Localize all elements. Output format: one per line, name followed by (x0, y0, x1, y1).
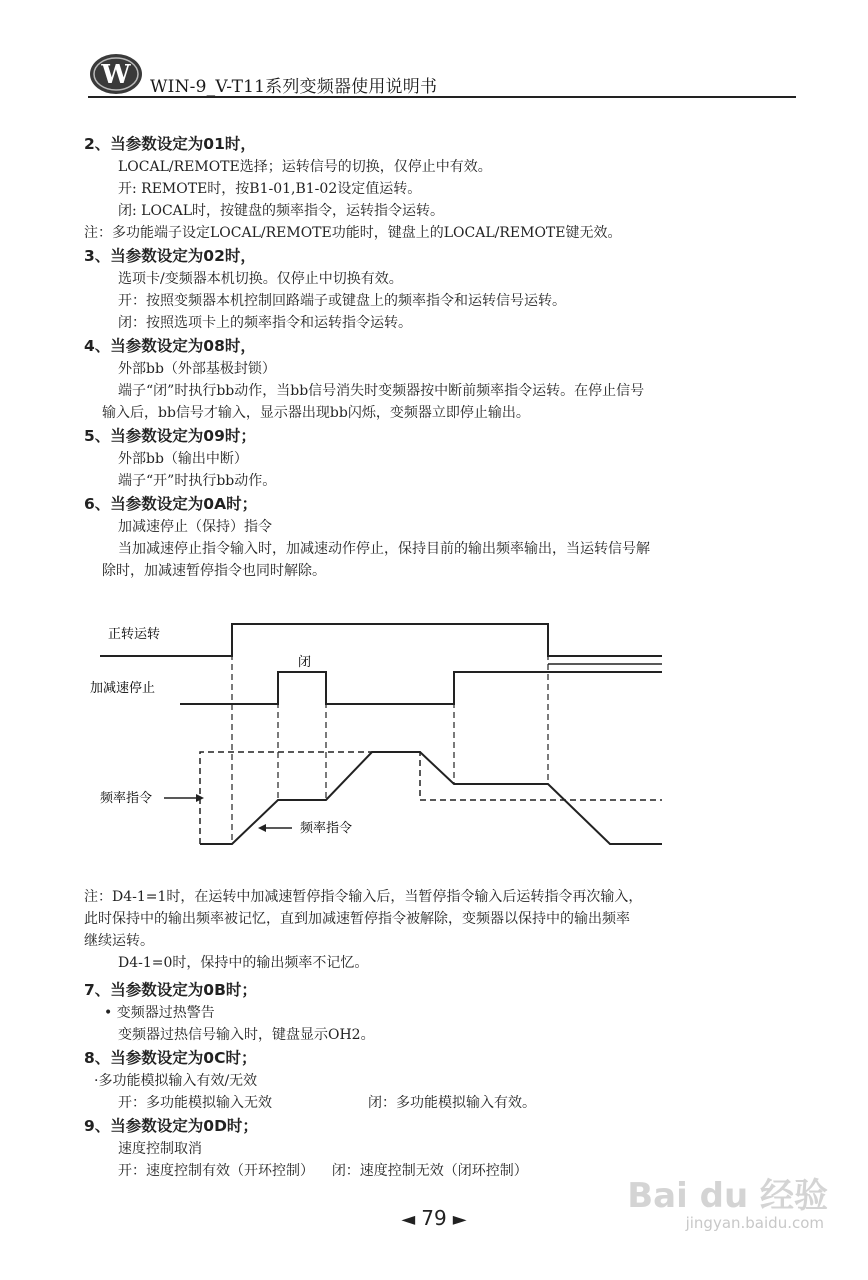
label-closed: 闭 (298, 655, 312, 670)
main-content (84, 132, 794, 582)
arrow-head-icon (258, 824, 266, 832)
paragraph-line: 当加减速停止指令输入时，加减速动作停止，保持目前的输出频率输出，当运转信号解 (118, 541, 650, 557)
label-frequency-reference-inner: 频率指令 (300, 821, 353, 836)
section-heading: 8、当参数设定为0C时； (84, 1049, 257, 1067)
section-heading: 7、当参数设定为0B时； (84, 981, 257, 999)
page-number-value: 79 (421, 1206, 447, 1230)
section-heading: 2、当参数设定为01时， (84, 135, 256, 153)
hold-waveform (180, 672, 662, 704)
paragraph-line: 开: REMOTE时，按B1-01,B1-02设定值运转。 (118, 181, 422, 197)
paragraph-line: 加减速停止（保持）指令 (118, 519, 272, 535)
paragraph-line: 变频器过热信号输入时，键盘显示OH2。 (118, 1027, 375, 1043)
option-row (84, 1092, 804, 1114)
option-closed: 闭：多功能模拟输入有效。 (368, 1095, 536, 1111)
brand-logo-icon (88, 52, 144, 96)
paragraph-line: 端子“开”时执行bb动作。 (118, 473, 277, 489)
section-heading: 4、当参数设定为08时， (84, 337, 256, 355)
note-line: D4-1=0时，保持中的输出频率不记忆。 (118, 955, 369, 971)
lower-content (84, 978, 804, 1182)
paragraph-line: 除时，加减速暂停指令也同时解除。 (102, 563, 326, 579)
note-line: 继续运转。 (84, 933, 154, 949)
paragraph-line: 速度控制取消 (118, 1141, 202, 1157)
section-heading: 3、当参数设定为02时， (84, 247, 256, 265)
option-closed: 闭：速度控制无效（闭环控制） (331, 1163, 528, 1179)
header-rule (88, 96, 796, 98)
document-title: WIN-9_V-T11系列变频器使用说明书 (150, 77, 438, 97)
timing-diagram (90, 606, 680, 876)
note-d4 (84, 886, 804, 974)
arrow-right-icon: ► (452, 1209, 467, 1230)
note-line: 此时保持中的输出频率被记忆，直到加减速暂停指令被解除，变频器以保持中的输出频率 (84, 911, 630, 927)
paragraph-line: 闭: LOCAL时，按键盘的频率指令，运转指令运转。 (118, 203, 445, 219)
section-heading: 6、当参数设定为0A时； (84, 495, 258, 513)
label-frequency-reference-left: 频率指令 (100, 791, 153, 806)
watermark-url: jingyan.baidu.com (685, 1214, 824, 1232)
paragraph-line: 闭：按照选项卡上的频率指令和运转指令运转。 (118, 315, 412, 331)
option-open: 开：速度控制有效（开环控制） (118, 1163, 314, 1179)
svg-text:W: W (101, 60, 131, 90)
section-heading: 9、当参数设定为0D时； (84, 1117, 258, 1135)
bullet-line: ·多功能模拟输入有效/无效 (94, 1073, 258, 1089)
page-number (0, 1206, 868, 1230)
paragraph-line: 端子“闭”时执行bb动作，当bb信号消失时变频器按中断前频率指令运转。在停止信号 (118, 383, 645, 399)
paragraph-line: 选项卡/变频器本机切换。仅停止中切换有效。 (118, 271, 403, 287)
output-frequency-waveform (200, 752, 662, 844)
option-open: 开：多功能模拟输入无效 (118, 1095, 272, 1111)
paragraph-line: LOCAL/REMOTE选择；运转信号的切换，仅停止中有效。 (118, 159, 492, 175)
label-forward-run: 正转运转 (108, 627, 161, 642)
note-line: 注：D4-1=1时，在运转中加减速暂停指令输入后，当暂停指令输入后运转指令再次输入， (84, 889, 643, 905)
paragraph-line: 外部bb（输出中断） (118, 451, 248, 467)
forward-run-waveform (100, 624, 662, 656)
paragraph-line: 输入后，bb信号才输入，显示器出现bb闪烁，变频器立即停止输出。 (102, 405, 530, 421)
label-accel-decel-hold: 加减速停止 (90, 681, 156, 696)
frequency-reference-dashed (200, 752, 662, 844)
watermark-main: Bai du 经验 (627, 1176, 828, 1216)
section-heading: 5、当参数设定为09时； (84, 427, 256, 445)
note-line: 注：多功能端子设定LOCAL/REMOTE功能时，键盘上的LOCAL/REMOTE键无效。 (84, 225, 622, 241)
paragraph-line: 开：按照变频器本机控制回路端子或键盘上的频率指令和运转信号运转。 (118, 293, 566, 309)
arrow-left-icon: ◄ (401, 1209, 416, 1230)
bullet-line: • 变频器过热警告 (104, 1005, 215, 1021)
page-header (88, 52, 798, 98)
paragraph-line: 外部bb（外部基极封锁） (118, 361, 276, 377)
